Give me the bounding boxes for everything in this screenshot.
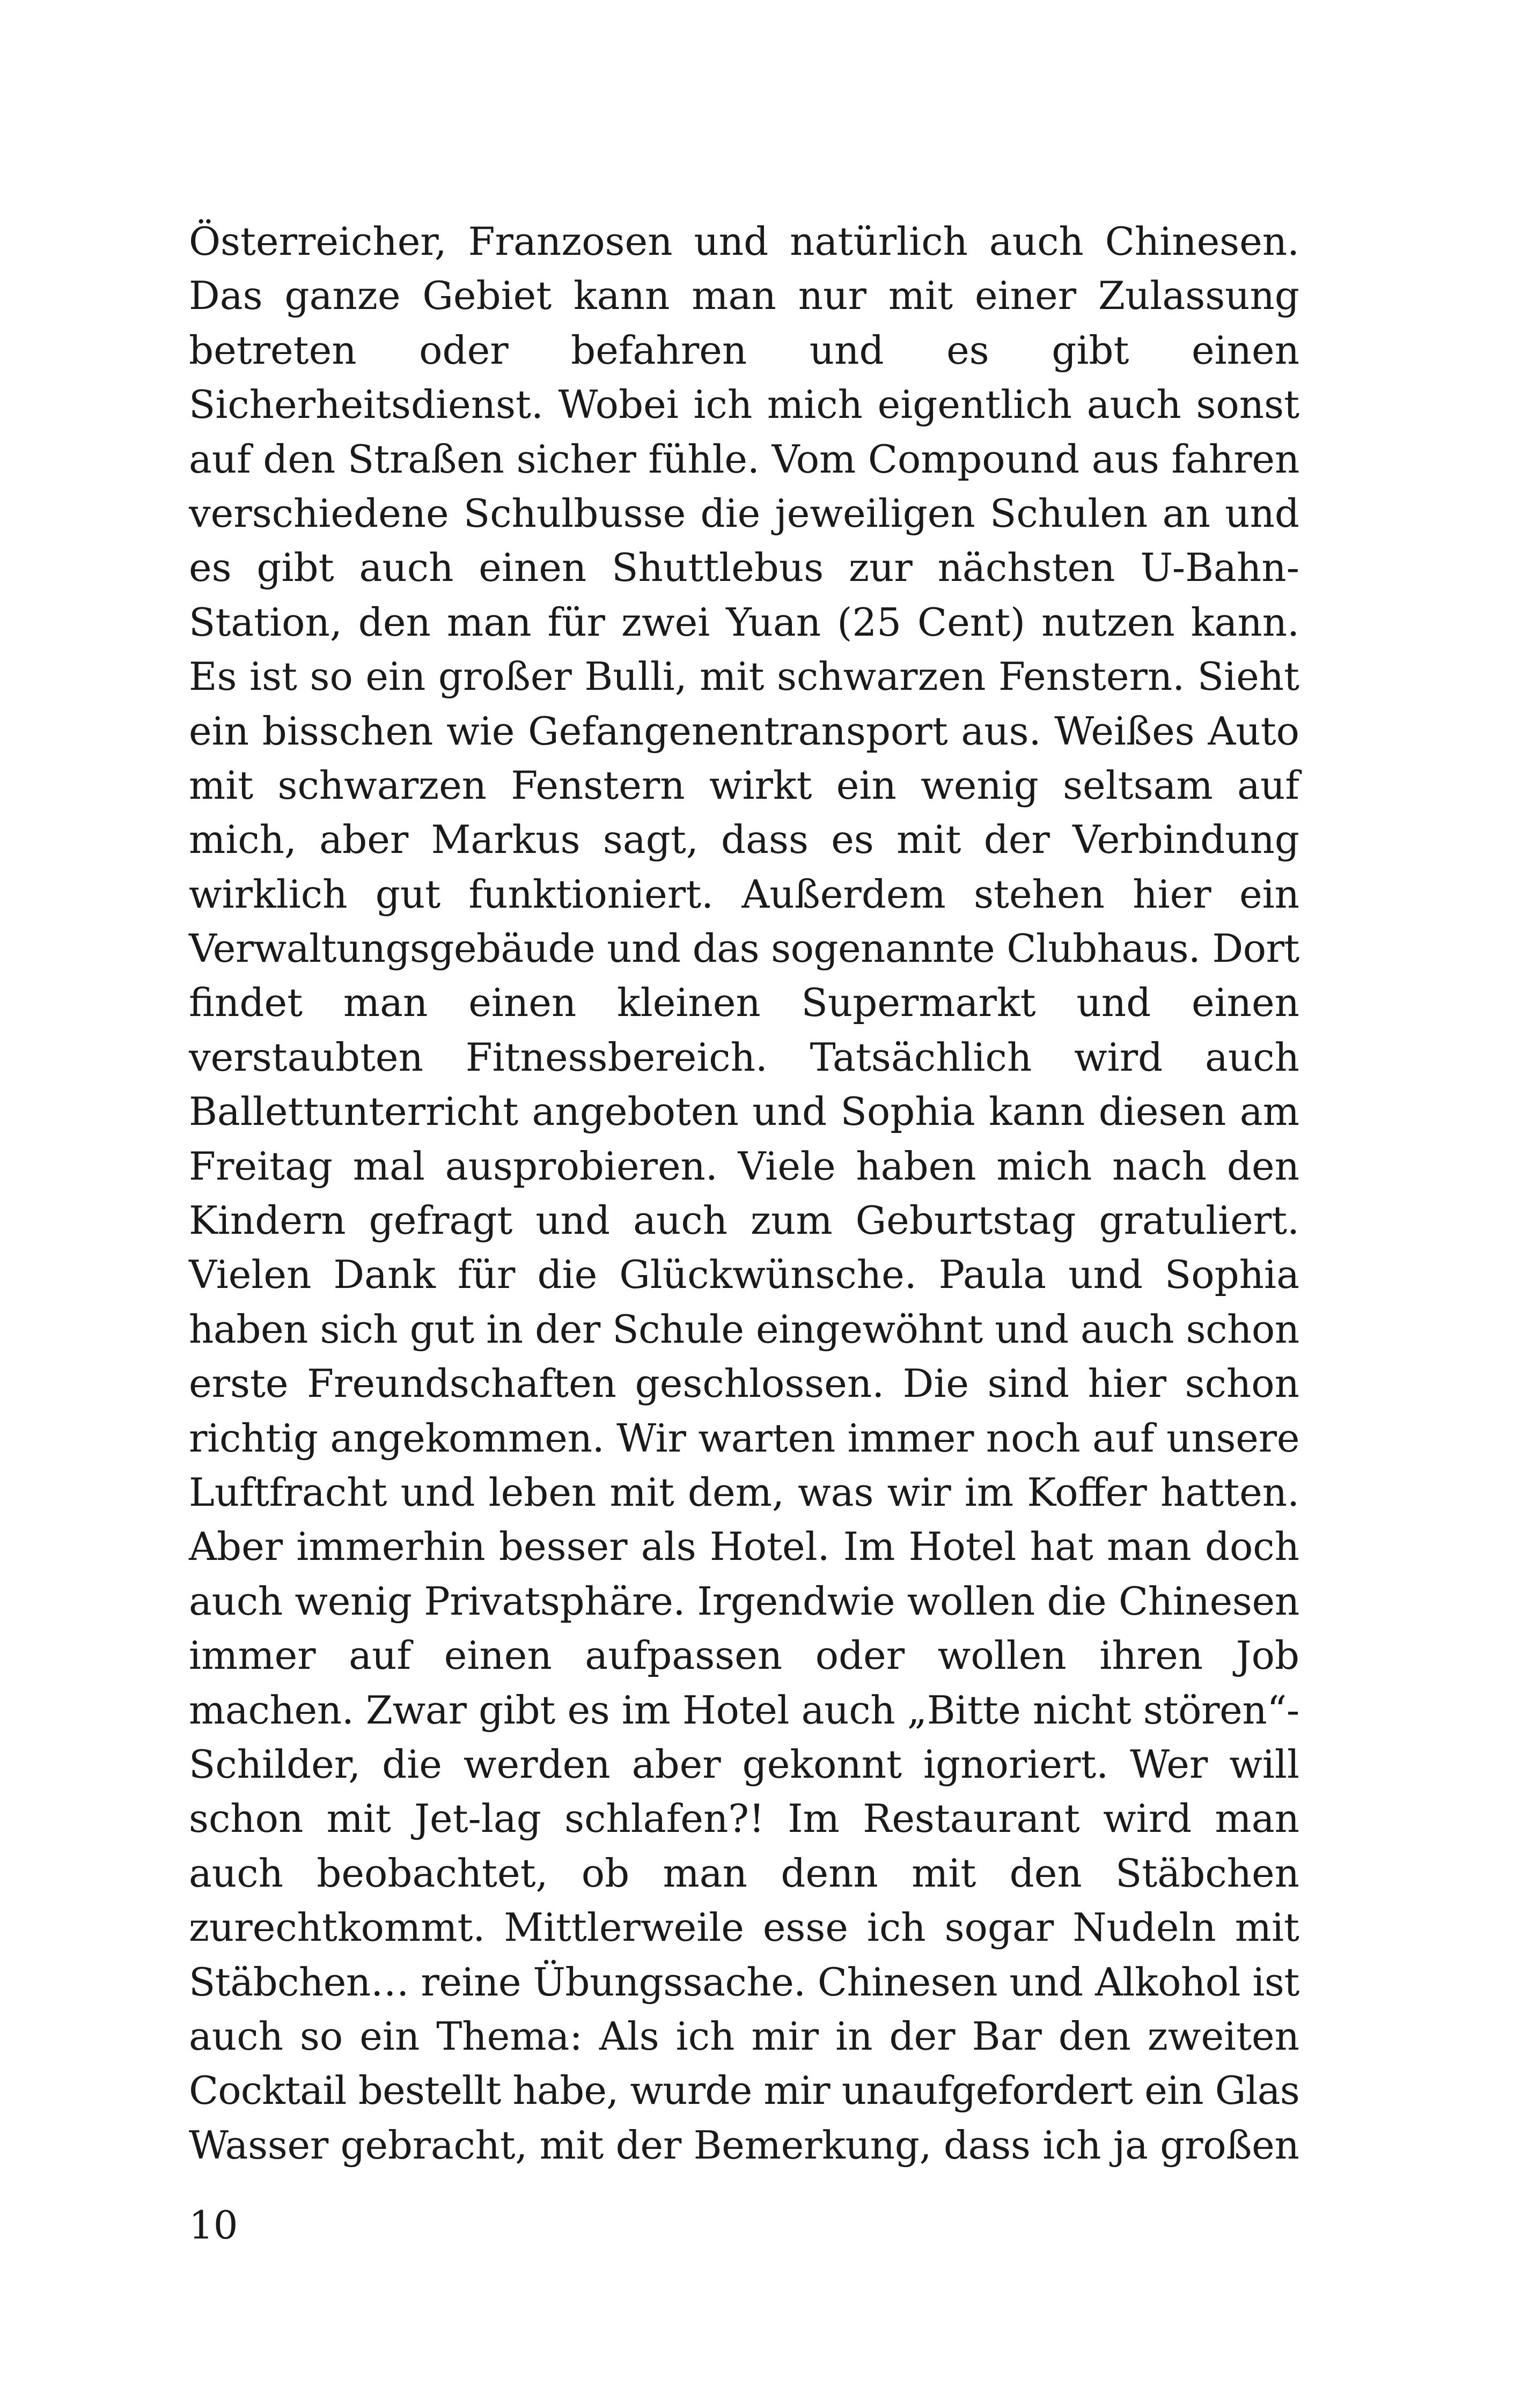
text-line: schon mit Jet-lag schlafen?! Im Restaurant wird man [189, 1796, 1299, 1842]
text-line: Sicherheitsdienst. Wobei ich mich eigentlich auch sonst [189, 382, 1299, 428]
text-line: auch so ein Thema: Als ich mir in der Bar den zweiten [189, 2013, 1299, 2059]
text-line: Station, den man für zwei Yuan (25 Cent) nutzen kann. [189, 599, 1299, 645]
text-line: Es ist so ein großer Bulli, mit schwarzen Fenstern. Sieht [189, 654, 1299, 699]
text-line: es gibt auch einen Shuttlebus zur nächsten U-Bahn- [189, 545, 1299, 591]
text-line: auf den Straßen sicher fühle. Vom Compound aus fahren [189, 436, 1300, 482]
text-line: haben sich gut in der Schule eingewöhnt und auch schon [189, 1306, 1299, 1352]
text-line: erste Freundschaften geschlossen. Die sind hier schon [189, 1361, 1299, 1406]
text-line: Österreicher, Franzosen und natürlich auch Chinesen. [189, 219, 1299, 264]
body-text [189, 215, 1299, 2173]
text-line: betreten oder befahren und es gibt einen [189, 327, 1299, 373]
text-line: immer auf einen aufpassen oder wollen ihren Job [189, 1633, 1299, 1678]
text-line: Freitag mal ausprobieren. Viele haben mich nach den [189, 1143, 1299, 1189]
text-line: Schilder, die werden aber gekonnt ignoriert. Wer will [189, 1741, 1299, 1787]
text-line: auch wenig Privatsphäre. Irgendwie wollen die Chinesen [189, 1578, 1299, 1624]
text-line: Vielen Dank für die Glückwünsche. Paula und Sophia [189, 1252, 1299, 1298]
text-line: Wasser gebracht, mit der Bemerkung, dass ich ja großen [189, 2122, 1299, 2168]
text-line: machen. Zwar gibt es im Hotel auch „Bitte nicht stören“- [189, 1687, 1299, 1733]
text-line: Luftfracht und leben mit dem, was wir im Koffer hatten. [189, 1469, 1299, 1515]
text-line: verstaubten Fitnessbereich. Tatsächlich wird auch [189, 1034, 1299, 1080]
text-line: richtig angekommen. Wir warten immer noch auf unsere [189, 1415, 1300, 1461]
text-line: Cocktail bestellt habe, wurde mir unaufgefordert ein Glas [189, 2068, 1299, 2114]
text-line: mit schwarzen Fenstern wirkt ein wenig seltsam auf [189, 762, 1299, 808]
text-line: findet man einen kleinen Supermarkt und einen [189, 980, 1299, 1026]
text-line: Verwaltungsgebäude und das sogenannte Clubhaus. Dort [189, 926, 1299, 971]
text-line: Ballettunterricht angeboten und Sophia kann diesen am [189, 1089, 1299, 1135]
text-line: Das ganze Gebiet kann man nur mit einer Zulassung [189, 273, 1299, 319]
text-line: ein bisschen wie Gefangenentransport aus. Weißes Auto [189, 708, 1299, 754]
text-line: Kindern gefragt und auch zum Geburtstag gratuliert. [189, 1198, 1299, 1243]
text-line: verschiedene Schulbusse die jeweiligen Schulen an und [189, 490, 1299, 536]
text-line: auch beobachtet, ob man denn mit den Stäbchen [189, 1850, 1299, 1896]
text-line: zurechtkommt. Mittlerweile esse ich sogar Nudeln mit [189, 1905, 1299, 1950]
text-line: Stäbchen… reine Übungssache. Chinesen und Alkohol ist [189, 1959, 1299, 2005]
text-line: mich, aber Markus sagt, dass es mit der Verbindung [189, 817, 1299, 863]
page-number: 10 [189, 2203, 238, 2248]
text-line: Aber immerhin besser als Hotel. Im Hotel hat man doch [189, 1524, 1299, 1570]
text-line: wirklich gut funktioniert. Außerdem stehen hier ein [189, 871, 1299, 917]
